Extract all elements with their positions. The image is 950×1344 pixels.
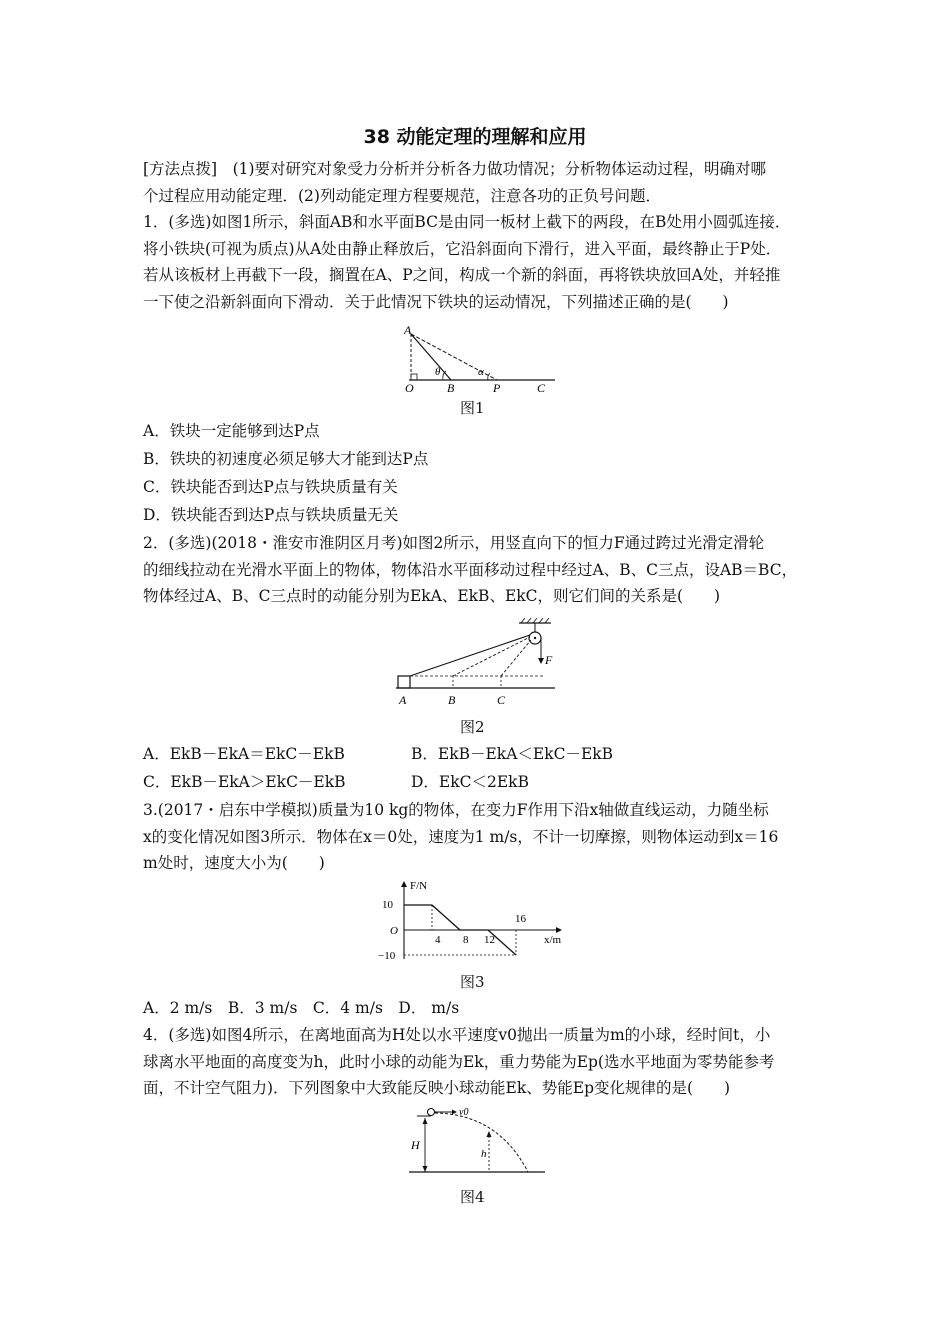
question-3 [143, 797, 815, 877]
label-c: C [497, 693, 506, 707]
alpha-arc [488, 373, 490, 380]
label-b: B [447, 381, 455, 392]
method-tips [143, 156, 815, 209]
force-arrow [538, 658, 544, 664]
question-1-line: 若从该板材上再截下一段，搁置在A、P之间，构成一个新的斜面，再将铁块放回A处，并轻推 [143, 266, 781, 284]
figure-4-projectile [403, 1104, 553, 1180]
label-b: B [448, 693, 456, 707]
question-3-line: x的变化情况如图3所示．物体在x＝0处，速度为1 m/s，不计一切摩擦，则物体运动到x＝16 [143, 827, 779, 846]
question-1-line: 一下使之沿新斜面向下滑动．关于此情况下铁块的运动情况，下列描述正确的是( ) [143, 292, 729, 311]
figure-4-caption: 图4 [460, 1188, 485, 1206]
question-4-line: 面，不计空气阻力)．下列图象中大致能反映小球动能Ek、势能Ep变化规律的是( ) [143, 1079, 731, 1097]
figure-1-caption: 图1 [460, 399, 485, 417]
question-1-line: 1．(多选)如图1所示，斜面AB和水平面BC是由同一板材上截下的两段，在B处用小圆弧连接． [143, 213, 791, 231]
right-angle-mark [411, 374, 417, 380]
question-3-line: m处时，速度大小为( ) [143, 854, 325, 872]
question-2 [143, 530, 815, 610]
ceiling-hatch [527, 618, 531, 623]
incline-ap-dashed-line [411, 334, 497, 380]
method-tips-line: [方法点拨] (1)要对研究对象受力分析并分析各力做功情况；分析物体运动过程，明确对哪 [143, 160, 767, 178]
figure-2-caption: 图2 [460, 718, 485, 736]
y-tick-10: 10 [382, 899, 393, 911]
question-1-option-c: C．铁块能否到达P点与铁块质量有关 [143, 478, 398, 496]
figure-3-caption: 图3 [460, 973, 485, 991]
height-h-small-arrow [487, 1131, 492, 1137]
height-h-big-arrow-top [423, 1118, 428, 1124]
x-axis-label: x/m [544, 934, 562, 946]
theta-arc [443, 371, 446, 380]
x-tick-8: 8 [463, 934, 469, 946]
x-tick-16: 16 [515, 913, 526, 925]
question-1-option-b: B．铁块的初速度必须足够大才能到达P点 [143, 450, 429, 468]
question-4 [143, 1022, 815, 1102]
label-big-h: H [411, 1138, 420, 1152]
figure-1-incline [395, 320, 565, 392]
y-axis-label: F/N [410, 880, 428, 892]
y-axis-arrow [401, 881, 407, 887]
question-2-option-b: B．EkB－EkA＜EkC－EkB [411, 745, 614, 763]
figure-3-force-chart [370, 877, 570, 963]
question-2-option-c: C．EkB－EkA＞EkC－EkB [143, 773, 346, 791]
question-1-option-d: D．铁块能否到达P点与铁块质量无关 [143, 506, 399, 524]
x-axis-arrow [556, 927, 562, 933]
x-tick-12: 12 [484, 934, 495, 946]
ball [428, 1109, 435, 1116]
label-a: A [404, 323, 412, 337]
method-tips-line: 个过程应用动能定理．(2)列动能定理方程要规范，注意各功的正负号问题． [143, 186, 661, 205]
question-4-line: 4．(多选)如图4所示，在离地面高为H处以水平速度v0抛出一质量为m的小球，经时间t，小 [143, 1026, 771, 1044]
question-3-options: A．2 m/s B．3 m/s C．4 m/s D． m/s [143, 999, 460, 1017]
question-1-line: 将小铁块(可视为质点)从A处由静止释放后，它沿斜面向下滑行，进入平面，最终静止于P处． [143, 239, 782, 258]
label-alpha: α [478, 366, 484, 378]
label-v0: v0 [459, 1107, 469, 1118]
label-c: C [537, 381, 546, 392]
velocity-arrowhead [452, 1110, 457, 1115]
label-f: F [545, 653, 553, 667]
x-tick-4: 4 [435, 934, 441, 946]
question-2-line: 的细线拉动在光滑水平面上的物体，物体沿水平面移动过程中经过A、B、C三点，设AB＝BC， [143, 560, 798, 579]
block [398, 676, 410, 688]
pulley-axle [534, 637, 536, 639]
question-2-line: 2．(多选)(2018・淮安市淮阴区月考)如图2所示，用竖直向下的恒力F通过跨过光滑定滑轮 [143, 534, 765, 552]
trajectory-curve [435, 1113, 528, 1172]
question-1-option-a: A．铁块一定能够到达P点 [143, 422, 320, 440]
ceiling-hatch [533, 618, 537, 623]
ceiling-hatch [545, 618, 549, 623]
rope-position-b [453, 637, 530, 676]
y-tick-neg-10: −10 [378, 950, 396, 962]
label-theta: θ [435, 366, 441, 378]
question-3-line: 3.(2017・启东中学模拟)质量为10 kg的物体，在变力F作用下沿x轴做直线运动，力随坐标 [143, 801, 769, 819]
figure-2-pulley [393, 618, 563, 710]
question-2-option-a: A．EkB－EkA＝EkC－EkB [143, 745, 345, 763]
height-h-big-arrow-bottom [423, 1166, 428, 1172]
label-a: A [399, 693, 407, 707]
rope-to-block [410, 635, 530, 676]
question-1 [143, 209, 815, 315]
question-2-line: 物体经过A、B、C三点时的动能分别为EkA、EkB、EkC，则它们间的关系是( ) [143, 587, 721, 605]
incline-ab-line [411, 334, 451, 380]
rope-position-c [501, 640, 531, 676]
y-tick-origin: O [390, 925, 398, 937]
label-p: P [493, 381, 501, 392]
force-segment [432, 905, 460, 930]
page-title: 38 动能定理的理解和应用 [363, 126, 587, 148]
question-4-line: 球离水平地面的高度变为h，此时小球的动能为Ek，重力势能为Ep(选水平地面为零势能参考 [143, 1052, 775, 1071]
ceiling-hatch [521, 618, 525, 623]
label-small-h: h [481, 1148, 487, 1160]
question-2-option-d: D．EkC＜2EkB [411, 773, 529, 791]
label-o: O [405, 381, 414, 392]
ceiling-hatch [539, 618, 543, 623]
